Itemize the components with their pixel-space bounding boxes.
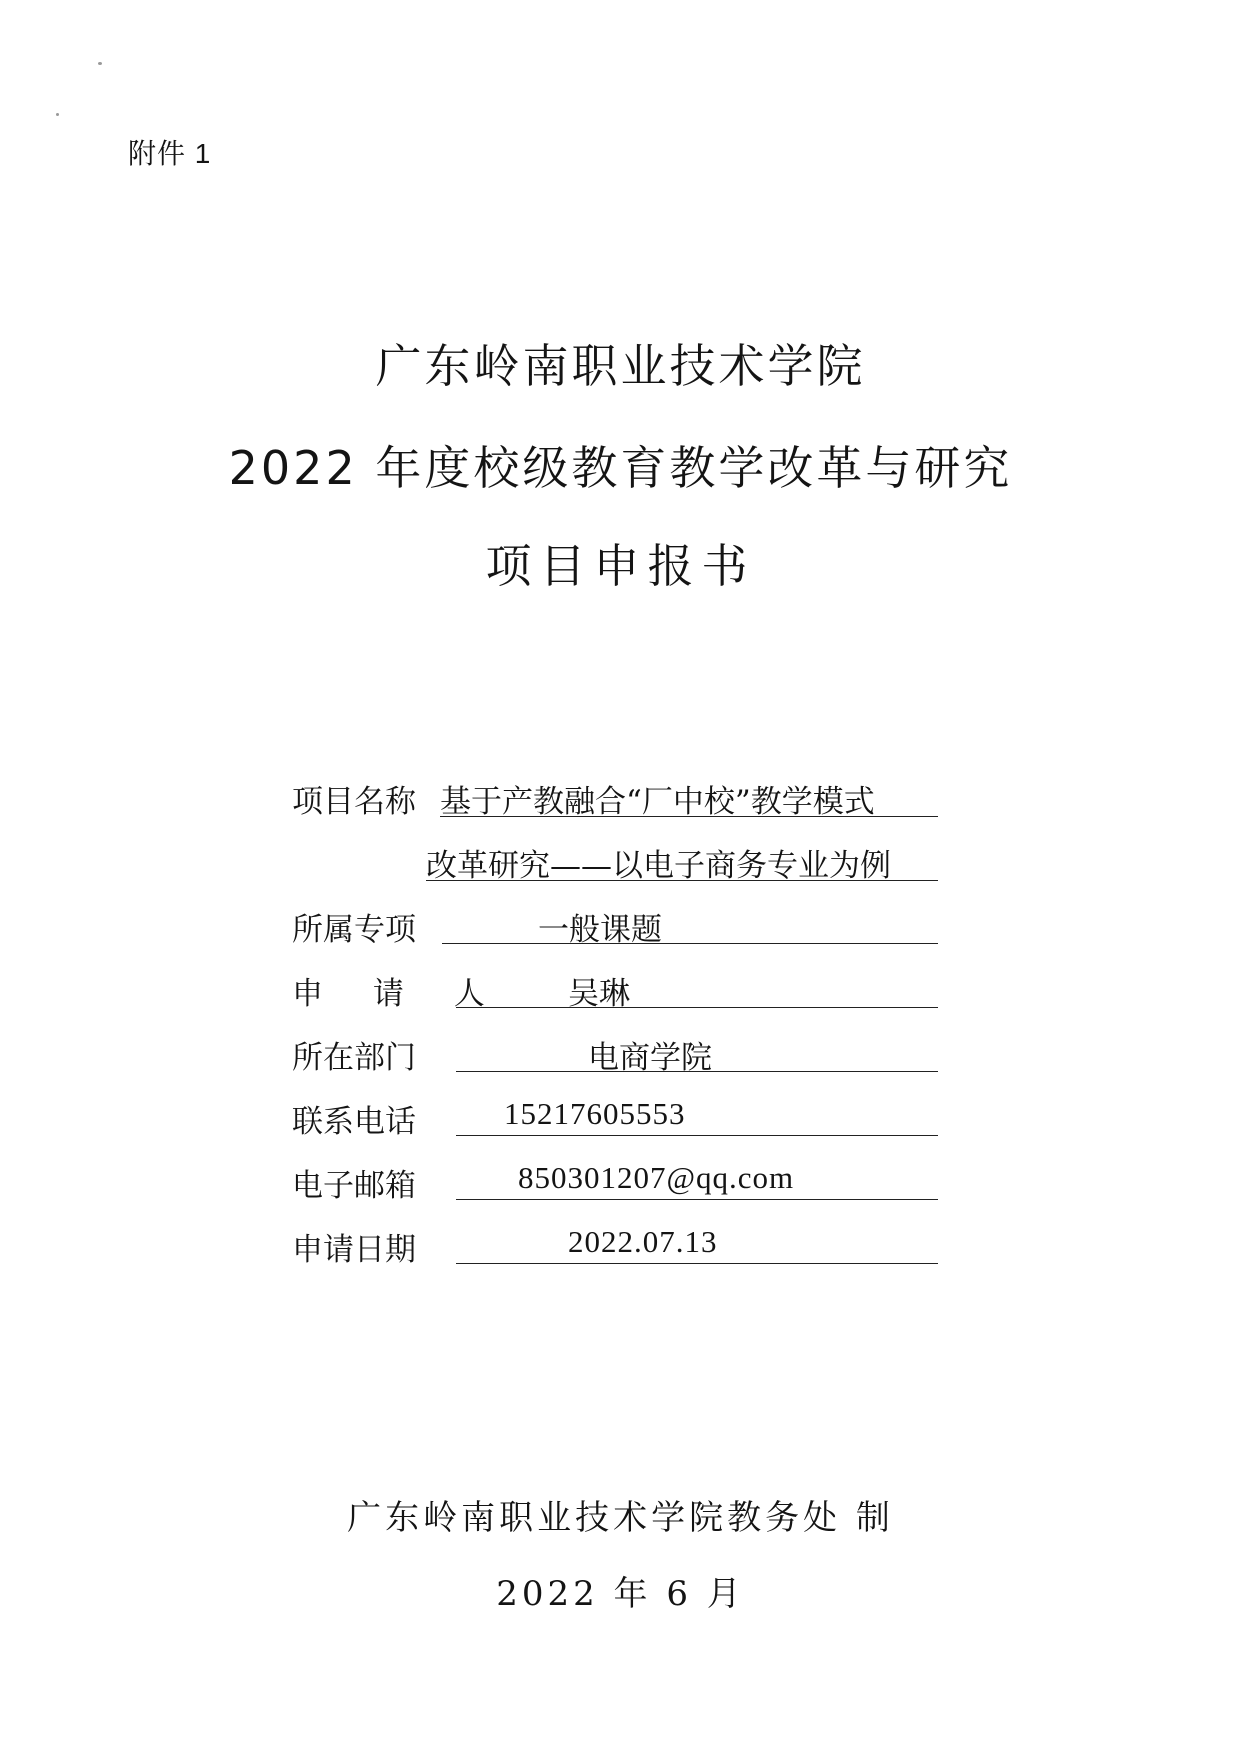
- title-institution: 广东岭南职业技术学院: [375, 339, 866, 393]
- attachment-label: 附件 1: [128, 138, 212, 169]
- title-document-type: 项目申报书: [485, 539, 756, 593]
- email-value: 850301207@qq.com: [456, 1160, 938, 1200]
- field-label: 项目名称: [292, 784, 416, 820]
- field-label: 联系电话: [292, 1104, 416, 1140]
- title-program: 2022 年度校级教育教学改革与研究: [228, 441, 1013, 495]
- field-label: 所在部门: [292, 1040, 416, 1076]
- applicant-value: 吴琳: [456, 968, 938, 1008]
- scan-speck: [98, 62, 102, 65]
- department-value: 电商学院: [456, 1032, 938, 1072]
- field-label: 申 请 人: [292, 976, 505, 1012]
- field-label: 电子邮箱: [292, 1168, 416, 1204]
- category-value: 一般课题: [442, 904, 938, 944]
- field-label: 所属专项: [292, 912, 416, 948]
- date-value: 2022.07.13: [456, 1224, 938, 1264]
- footer-date: 2022 年 6 月: [496, 1574, 745, 1614]
- project-name-line2: 改革研究——以电子商务专业为例: [426, 840, 938, 881]
- phone-value: 15217605553: [456, 1096, 938, 1136]
- field-label: 申请日期: [292, 1232, 416, 1268]
- project-name-line1: 基于产教融合“厂中校”教学模式: [440, 776, 938, 817]
- footer-issuer: 广东岭南职业技术学院教务处 制: [347, 1498, 894, 1538]
- scan-speck: [56, 113, 59, 116]
